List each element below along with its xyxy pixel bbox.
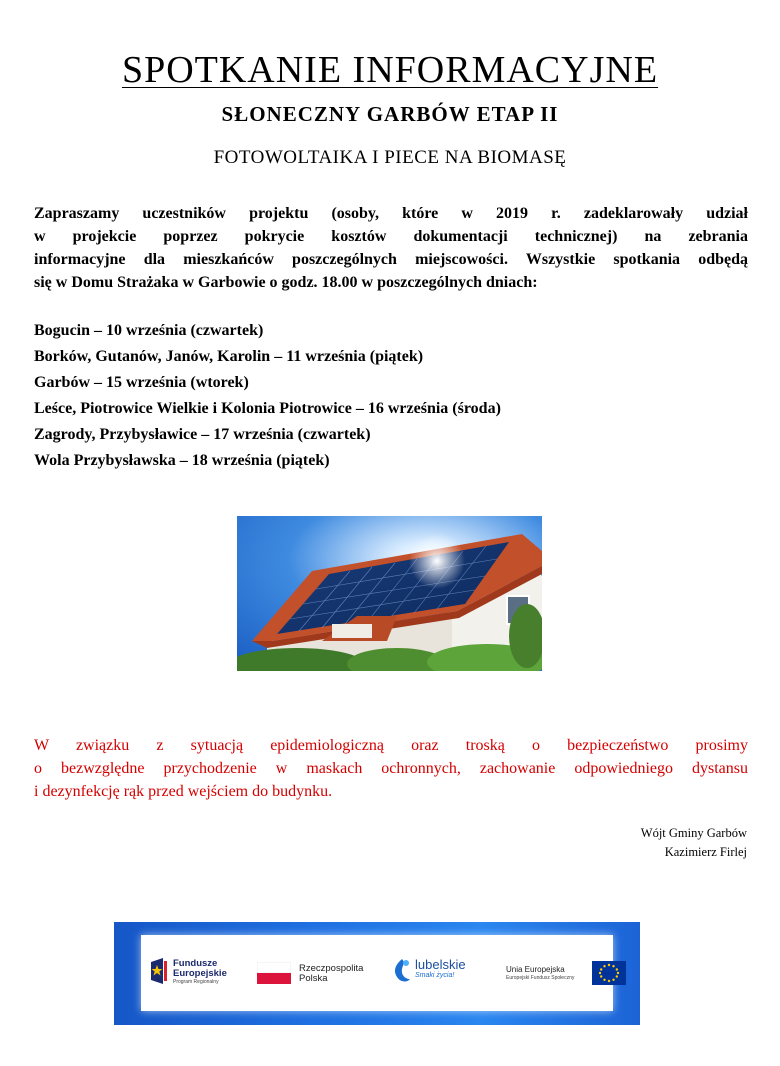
ue-line-2: Europejski Fundusz Społeczny [506, 975, 575, 981]
logo-strip [141, 935, 613, 1011]
lubelskie-tagline: Smaki życia! [415, 972, 455, 979]
lubelskie-name: lubelskie [415, 957, 466, 972]
schedule-item: Leśce, Piotrowice Wielkie i Kolonia Piotrowice – 16 września (środa) [34, 400, 501, 417]
signature-name: Kazimierz Firlej [664, 845, 747, 859]
intro-line: Zapraszamy uczestników projektu (osoby, które w 2019 r. zadeklarowały udział [34, 205, 748, 222]
intro-line: się w Domu Strażaka w Garbowie o godz. 18.00 w poszczególnych dniach: [34, 274, 538, 291]
notice-line: o bezwzględne przychodzenie w maskach ochronnych, zachowanie odpowiedniego dystansu [34, 760, 748, 777]
topic-heading: FOTOWOLTAIKA I PIECE NA BIOMASĘ [213, 147, 567, 168]
fe-line-3: Program Regionalny [173, 979, 219, 985]
fe-line-1: Fundusze [173, 958, 218, 969]
fe-line-2: Europejskie [173, 968, 227, 979]
schedule-item: Borków, Gutanów, Janów, Karolin – 11 września (piątek) [34, 348, 424, 365]
schedule-item: Garbów – 15 września (wtorek) [34, 374, 249, 391]
funding-banner [114, 922, 640, 1025]
signature-title: Wójt Gminy Garbów [640, 826, 747, 840]
notice-line: W związku z sytuacją epidemiologiczną oraz troską o bezpieczeństwo prosimy [34, 737, 748, 754]
lubelskie-emblem-icon [391, 957, 413, 985]
intro-line: w projekcie poprzez pokrycie kosztów dokumentacji technicznej) na zebrania [34, 228, 748, 245]
safety-notice [34, 734, 748, 803]
solar-house-photo [237, 516, 542, 671]
page-subtitle: SŁONECZNY GARBÓW ETAP II [221, 102, 559, 126]
schedule-item: Zagrody, Przybysławice – 17 września (czwartek) [34, 426, 371, 443]
meeting-schedule [34, 318, 501, 474]
intro-paragraph [34, 202, 748, 294]
page-title: SPOTKANIE INFORMACYJNE [121, 49, 659, 91]
eu-funds-star-icon [151, 958, 171, 984]
intro-line: informacyjne dla mieszkańców poszczególnych miejscowości. Wszystkie spotkania odbędą [34, 251, 748, 268]
rp-line-1: Rzeczpospolita [299, 963, 364, 974]
eu-flag-icon [592, 961, 626, 985]
ue-line-1: Unia Europejska [506, 965, 565, 974]
schedule-item: Bogucin – 10 września (czwartek) [34, 322, 264, 339]
schedule-item: Wola Przybysławska – 18 września (piątek) [34, 452, 330, 469]
notice-line: i dezynfekcję rąk przed wejściem do budynku. [34, 783, 333, 800]
polish-flag-icon [257, 962, 291, 984]
signature-block [641, 824, 747, 862]
rp-line-2: Polska [299, 973, 328, 984]
